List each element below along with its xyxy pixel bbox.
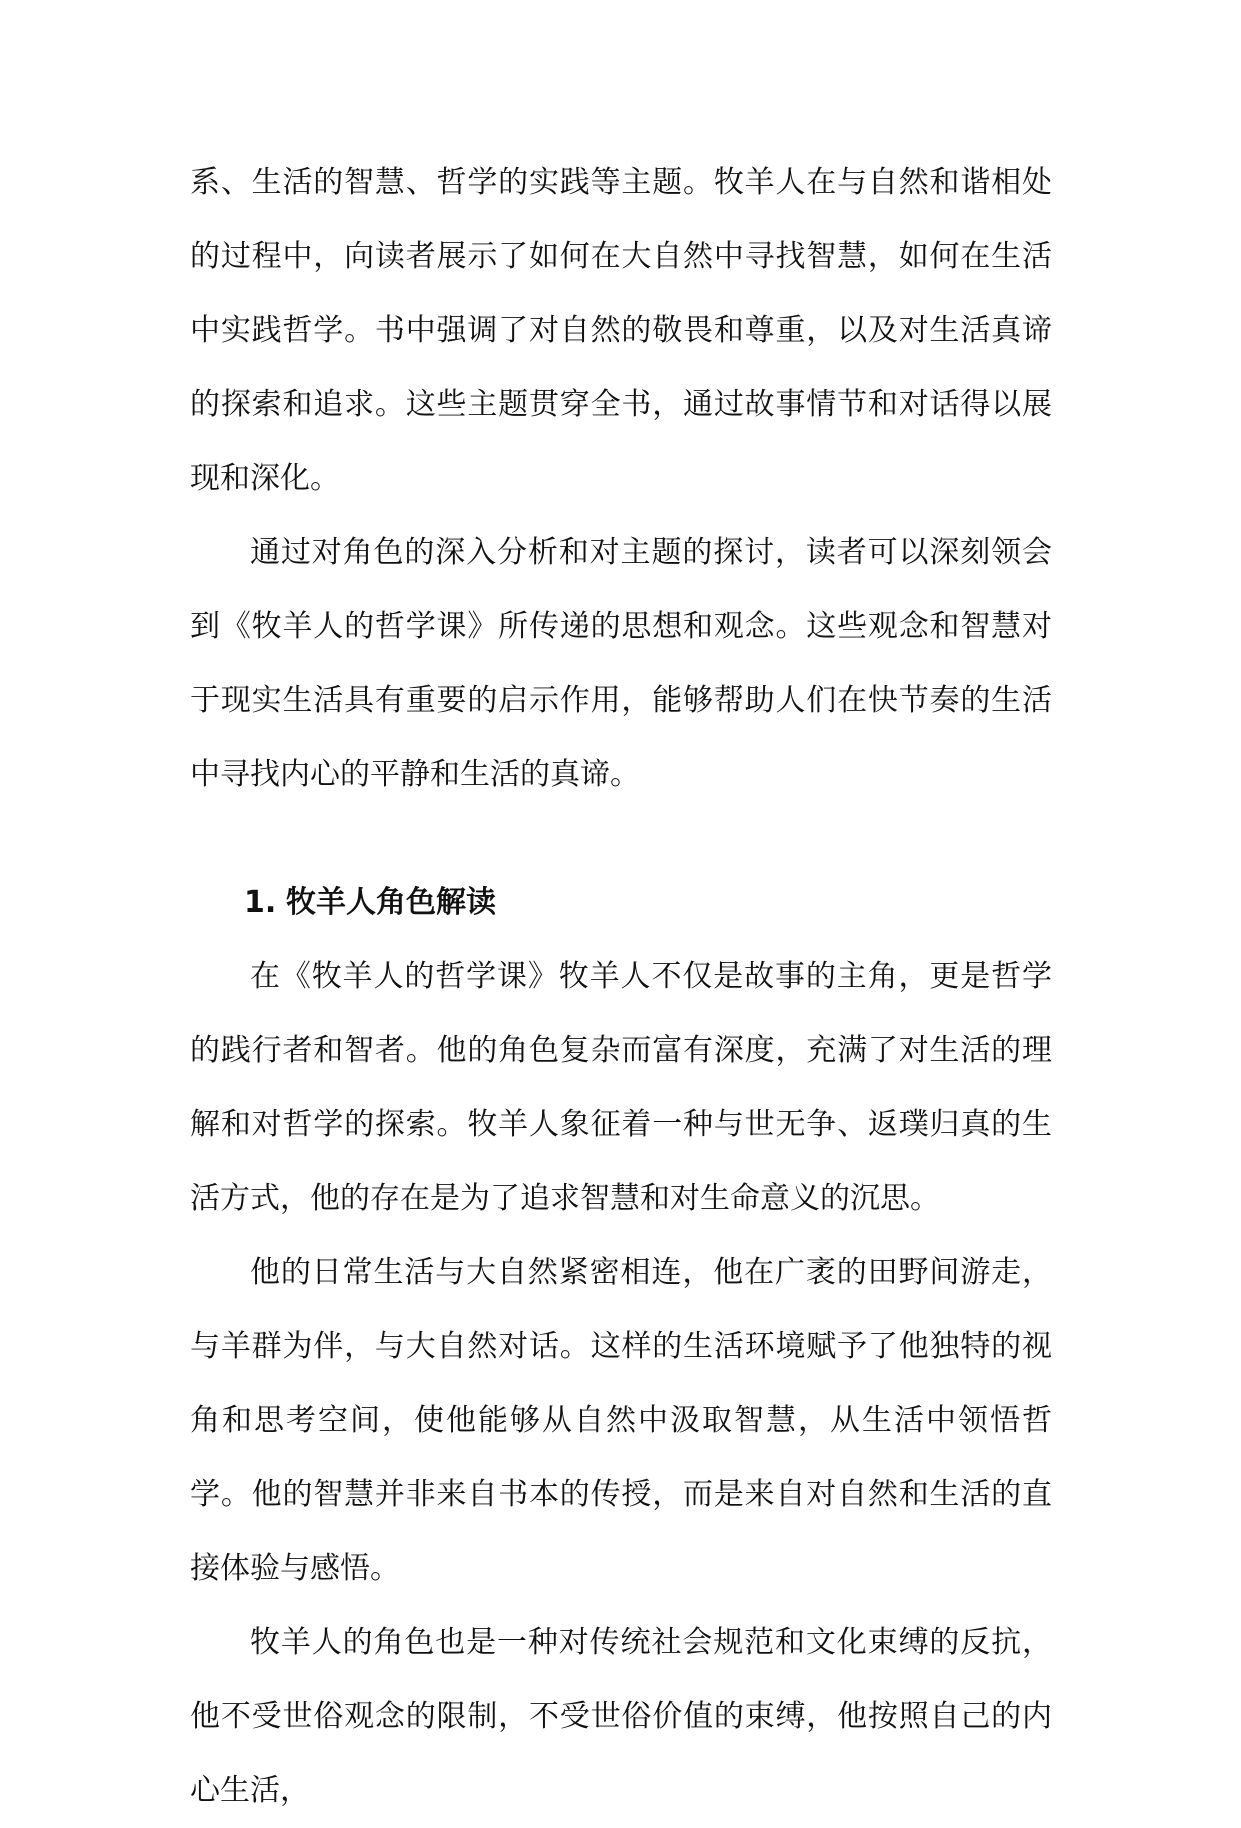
paragraph-daily-life: 他的日常生活与大自然紧密相连，他在广袤的田野间游走，与羊群为伴，与大自然对话。这样的生活环境赋予了他独特的视角和思考空间，使他能够从自然中汲取智慧，从生活中领悟哲学。他的智慧并非来自书本的传授，而是来自对自然和生活的直接体验与感悟。 [190, 1255, 1052, 1586]
paragraph-rebellion: 牧羊人的角色也是一种对传统社会规范和文化束缚的反抗，他不受世俗观念的限制，不受世俗价值的束缚，他按照自己的内心生活， [190, 1625, 1052, 1808]
section-title: 牧羊人角色解读 [286, 885, 496, 920]
paragraph-role-intro: 在《牧羊人的哲学课》牧羊人不仅是故事的主角，更是哲学的践行者和智者。他的角色复杂而富有深度，充满了对生活的理解和对哲学的探索。牧羊人象征着一种与世无争、返璞归真的生活方式，他的存在是为了追求智慧和对生命意义的沉思。 [190, 959, 1052, 1216]
paragraph-summary: 通过对角色的深入分析和对主题的探讨，读者可以深刻领会到《牧羊人的哲学课》所传递的思想和观念。这些观念和智慧对于现实生活具有重要的启示作用，能够帮助人们在快节奏的生活中寻找内心的平静和生活的真谛。 [190, 535, 1052, 792]
section-heading [190, 866, 1052, 940]
section-number: 1. [244, 885, 277, 920]
page-content [190, 146, 1052, 1828]
paragraph-continuation: 系、生活的智慧、哲学的实践等主题。牧羊人在与自然和谐相处的过程中，向读者展示了如何在大自然中寻找智慧，如何在生活中实践哲学。书中强调了对自然的敬畏和尊重，以及对生活真谛的探索和追求。这些主题贯穿全书，通过故事情节和对话得以展现和深化。 [190, 165, 1052, 496]
